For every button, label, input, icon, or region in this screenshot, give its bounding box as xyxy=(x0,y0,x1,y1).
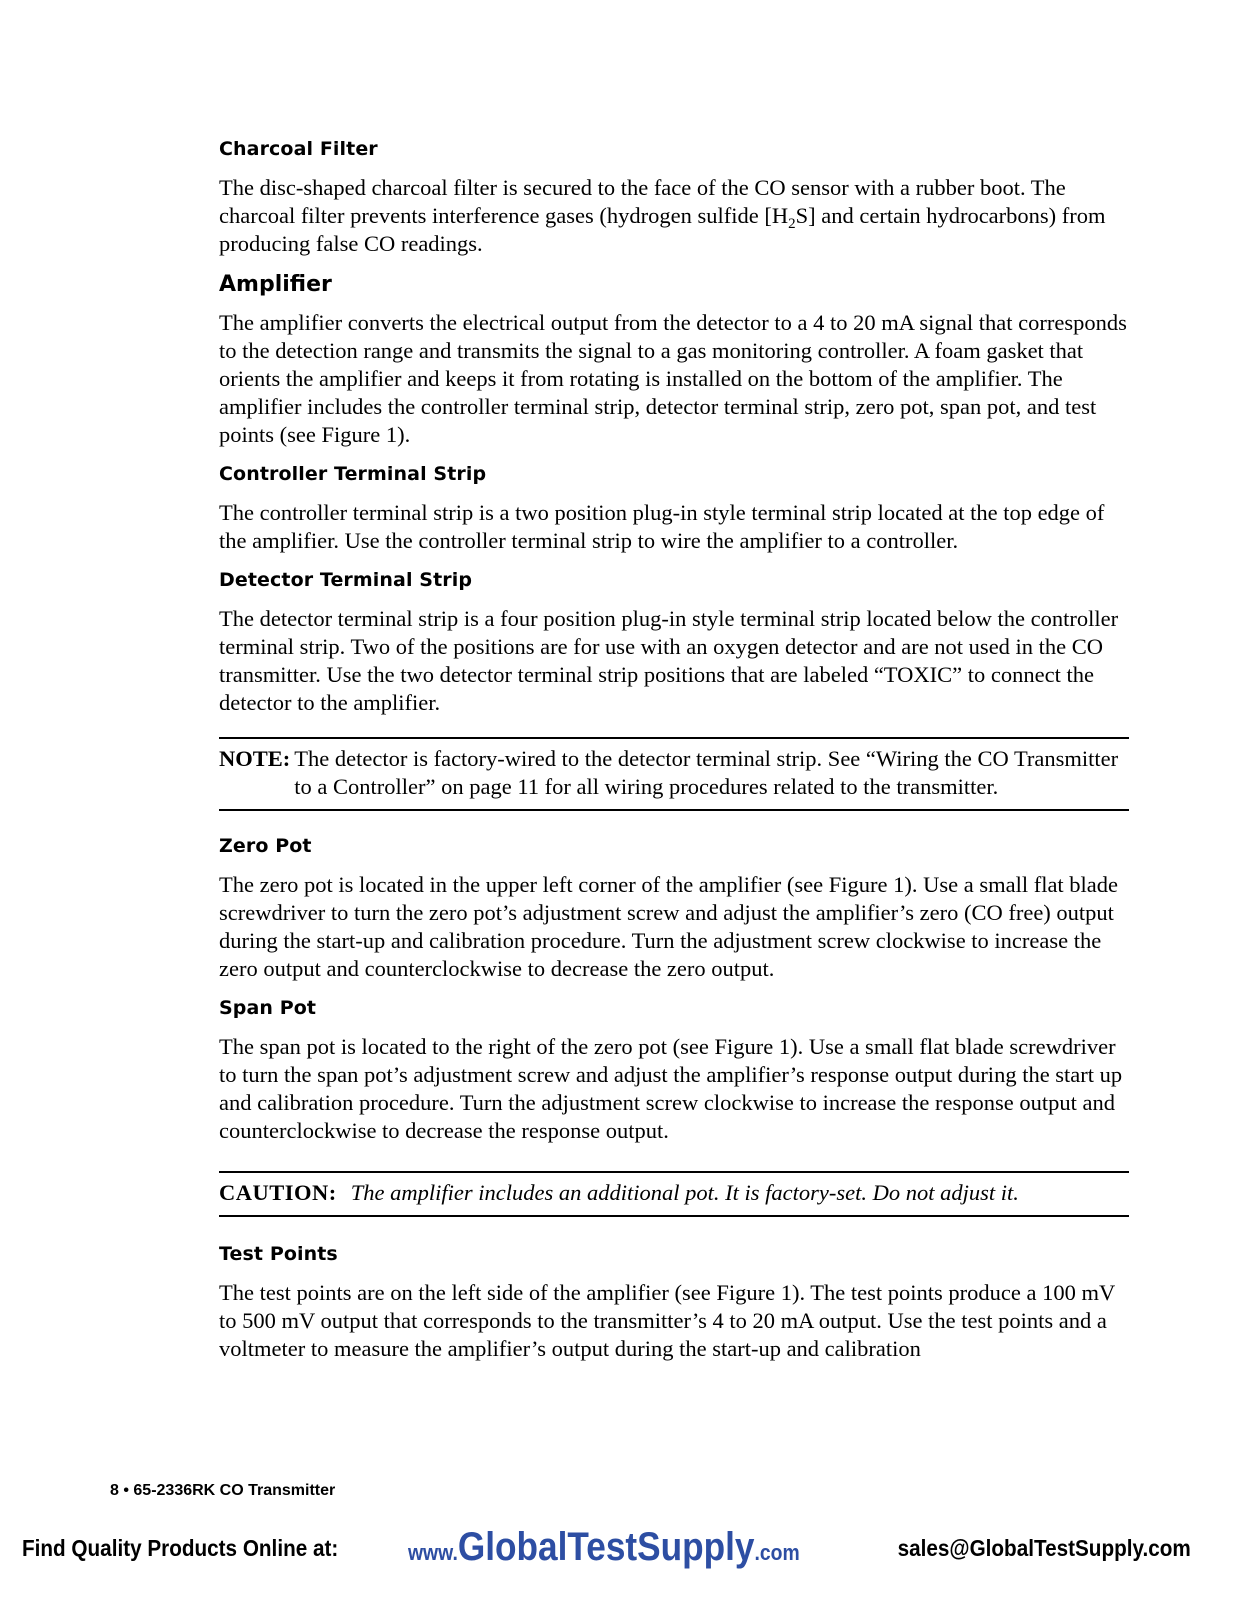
paragraph-charcoal-filter-part-b: S] and certain hydrocarbons) from producing false CO readings. xyxy=(219,203,1106,256)
subscript-2: 2 xyxy=(788,216,796,232)
paragraph-detector-terminal-strip: The detector terminal strip is a four position plug-in style terminal strip located below the controller terminal strip. Two of the positions are for use with an oxygen detector and are not used in the CO transmitter. Use the two detector terminal strip positions that are labeled “TOXIC” to connect the detector to the amplifier. xyxy=(219,606,1119,715)
promo-banner xyxy=(0,1525,1237,1570)
heading-detector-terminal-strip: Detector Terminal Strip xyxy=(219,569,473,591)
document-body xyxy=(219,138,1129,1377)
note-label: NOTE: xyxy=(219,746,291,771)
heading-amplifier: Amplifier xyxy=(219,272,332,297)
promo-brand: GlobalTestSupply xyxy=(457,1525,755,1569)
paragraph-test-points: The test points are on the left side of the amplifier (see Figure 1). The test points produce a 100 mV to 500 mV output that corresponds to the transmitter’s 4 to 20 mA output. Use the test points and a voltmeter to measure the amplifier’s output during the start-up and calibration xyxy=(219,1280,1115,1361)
heading-zero-pot: Zero Pot xyxy=(219,835,312,857)
paragraph-amplifier: The amplifier converts the electrical output from the detector to a 4 to 20 mA signal that corresponds to the detection range and transmits the signal to a gas monitoring controller. A foam gasket that orients the amplifier and keeps it from rotating is installed on the bottom of the amplifier. The amplifier includes the controller terminal strip, detector terminal strip, zero pot, span pot, and test points (see Figure 1). xyxy=(219,310,1127,447)
heading-charcoal-filter: Charcoal Filter xyxy=(219,138,378,160)
page-footer-label: 8 • 65-2336RK CO Transmitter xyxy=(110,1482,336,1499)
heading-test-points: Test Points xyxy=(219,1243,338,1265)
heading-controller-terminal-strip: Controller Terminal Strip xyxy=(219,463,487,485)
heading-span-pot: Span Pot xyxy=(219,997,317,1019)
promo-com: .com xyxy=(754,1540,800,1565)
paragraph-zero-pot: The zero pot is located in the upper left corner of the amplifier (see Figure 1). Use a small flat blade screwdriver to turn the zero pot’s adjustment screw and adjust the amplifier’s zero (CO free) output during the start-up and calibration procedure. Turn the adjustment screw clockwise to increase the zero output and counterclockwise to decrease the zero output. xyxy=(219,872,1119,981)
caution-box xyxy=(219,1171,1129,1217)
promo-tagline: Find Quality Products Online at: xyxy=(22,1535,339,1561)
note-box xyxy=(219,737,1129,811)
paragraph-controller-terminal-strip: The controller terminal strip is a two position plug-in style terminal strip located at the top edge of the amplifier. Use the controller terminal strip to wire the amplifier to a controller. xyxy=(219,500,1105,553)
note-text: The detector is factory-wired to the detector terminal strip. See “Wiring the CO Transmitter to a Controller” on page 11 for all wiring procedures related to the transmitter. xyxy=(294,746,1119,799)
promo-website-link[interactable] xyxy=(408,1525,800,1570)
paragraph-charcoal-filter xyxy=(219,174,1129,258)
promo-email-link[interactable]: sales@GlobalTestSupply.com xyxy=(897,1535,1191,1561)
caution-text: The amplifier includes an additional pot. It is factory-set. Do not adjust it. xyxy=(350,1180,1019,1205)
paragraph-span-pot: The span pot is located to the right of the zero pot (see Figure 1). Use a small flat blade screwdriver to turn the span pot’s adjustment screw and adjust the amplifier’s response output during the start up and calibration procedure. Turn the adjustment screw clockwise to increase the response output and counterclockwise to decrease the response output. xyxy=(219,1034,1123,1143)
promo-www: www. xyxy=(408,1540,458,1565)
paragraph-charcoal-filter-part-a: The disc-shaped charcoal filter is secured to the face of the CO sensor with a rubber boot. The charcoal filter prevents interference gases (hydrogen sulfide [H xyxy=(219,175,1066,228)
caution-label: CAUTION: xyxy=(219,1180,337,1205)
